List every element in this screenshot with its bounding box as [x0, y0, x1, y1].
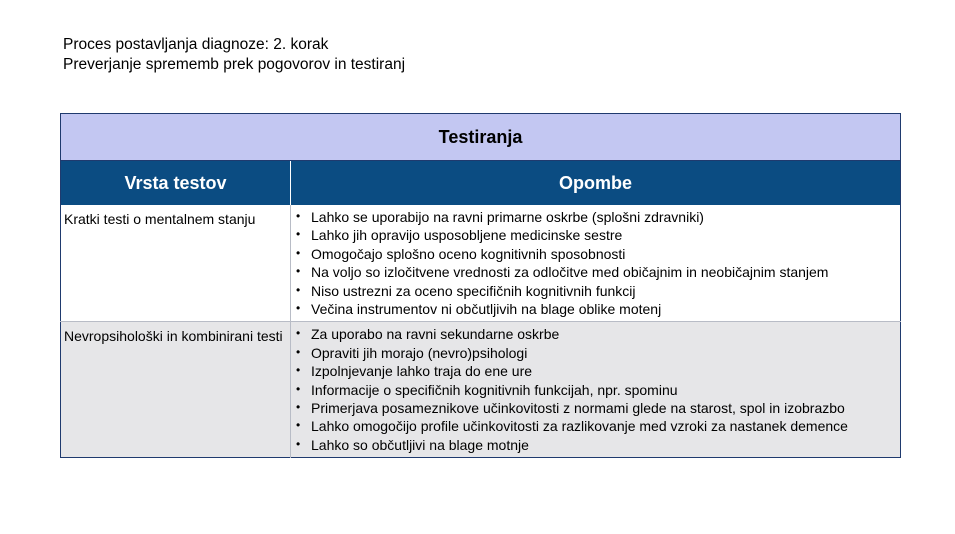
- note-text: Lahko jih opravijo usposobljene medicinske sestre: [311, 227, 623, 244]
- column-header-notes: Opombe: [291, 161, 901, 206]
- table-header-row: [61, 161, 901, 206]
- note-text: Za uporabo na ravni sekundarne oskrbe: [311, 326, 560, 343]
- bullet-icon: •: [296, 245, 301, 260]
- note-text: Lahko so občutljivi na blage motnje: [311, 436, 529, 453]
- list-item: [295, 344, 892, 362]
- note-text: Niso ustrezni za oceno specifičnih kognitivnih funkcij: [311, 282, 636, 299]
- list-item: [295, 417, 892, 435]
- list-item: [295, 282, 892, 300]
- list-item: [295, 245, 892, 263]
- list-item: [295, 436, 892, 454]
- list-item: [295, 399, 892, 417]
- list-item: [295, 381, 892, 399]
- bullet-icon: •: [296, 301, 301, 316]
- table-title: Testiranja: [61, 114, 901, 161]
- note-text: Lahko se uporabijo na ravni primarne oskrbe (splošni zdravniki): [311, 209, 704, 225]
- list-item: [295, 208, 892, 226]
- bullet-icon: •: [296, 363, 301, 378]
- bullet-icon: •: [296, 400, 301, 415]
- table-row: [61, 322, 901, 458]
- column-header-type: Vrsta testov: [61, 161, 291, 206]
- heading-line-2: Preverjanje sprememb prek pogovorov in testiranj: [63, 56, 406, 73]
- list-item: [295, 325, 892, 343]
- test-type-cell: Nevropsihološki in kombinirani testi: [61, 322, 291, 458]
- slide-heading: [63, 35, 405, 75]
- note-text: Večina instrumentov ni občutljivih na blage oblike motenj: [311, 301, 662, 318]
- bullet-icon: •: [296, 381, 301, 396]
- notes-cell: [291, 322, 901, 458]
- tests-table: [60, 113, 901, 458]
- note-text: Na voljo so izločitvene vrednosti za odločitve med običajnim in neobičajnim stanjem: [311, 264, 829, 281]
- table-title-row: [61, 114, 901, 161]
- notes-cell: [291, 205, 901, 322]
- note-text: Primerjava posameznikove učinkovitosti z normami glede na starost, spol in izobrazbo: [311, 400, 845, 417]
- note-text: Lahko omogočijo profile učinkovitosti za razlikovanje med vzroki za nastanek demence: [311, 418, 848, 435]
- bullet-icon: •: [296, 282, 301, 297]
- list-item: [295, 226, 892, 244]
- list-item: [295, 362, 892, 380]
- heading-line-1: Proces postavljanja diagnoze: 2. korak: [63, 36, 329, 53]
- table-row: [61, 205, 901, 322]
- list-item: [295, 300, 892, 318]
- bullet-icon: •: [296, 264, 301, 279]
- bullet-icon: •: [296, 344, 301, 359]
- test-type-cell: Kratki testi o mentalnem stanju: [61, 205, 291, 322]
- note-text: Omogočajo splošno oceno kognitivnih sposobnosti: [311, 245, 626, 262]
- note-text: Opraviti jih morajo (nevro)psihologi: [311, 344, 528, 361]
- list-item: [295, 263, 892, 281]
- note-text: Izpolnjevanje lahko traja do ene ure: [311, 363, 533, 380]
- bullet-icon: •: [296, 209, 301, 223]
- notes-list: [295, 208, 892, 318]
- bullet-icon: •: [296, 436, 301, 451]
- bullet-icon: •: [296, 326, 301, 341]
- notes-list: [295, 325, 892, 454]
- bullet-icon: •: [296, 227, 301, 242]
- bullet-icon: •: [296, 418, 301, 433]
- note-text: Informacije o specifičnih kognitivnih funkcijah, npr. spominu: [311, 381, 678, 398]
